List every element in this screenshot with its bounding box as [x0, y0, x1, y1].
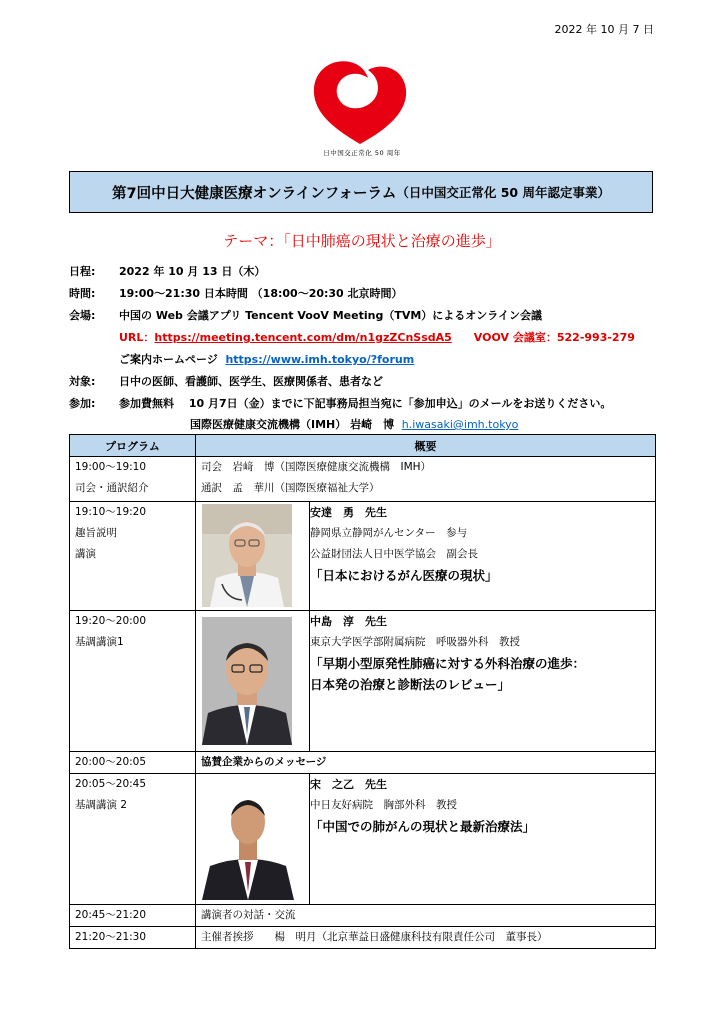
speaker-photo-song — [198, 780, 298, 900]
contact-email-link[interactable]: h.iwasaki@imh.tokyo — [401, 418, 519, 431]
row-item: 協賛企業からのメッセージ — [201, 756, 327, 768]
row-item: 基調講演1 — [75, 636, 124, 648]
target-line: 対象: 日中の医師、看護師、医学生、医療関係者、患者など — [69, 375, 383, 388]
row-time: 21:20～21:30 — [75, 931, 147, 943]
row-item: 講演 — [75, 548, 96, 560]
forum-subtitle: （日中国交正常化 50 周年認定事業） — [396, 185, 610, 200]
voov-room-id: VOOV 会議室：522-993-279 — [473, 331, 635, 344]
schedule-time-line: 時間: 19:00～21:30 日本時間 （18:00～20:30 北京時間） — [69, 287, 403, 300]
logo-caption: 日中国交正常化 50 周年 — [323, 149, 401, 157]
lecture-title: 日本発の治療と診断法のレビュー」 — [310, 677, 511, 692]
forum-theme: テーマ：「日中肺癌の現状と治療の進歩」 — [223, 232, 501, 250]
table-row — [70, 502, 656, 611]
row-item: 講演者の対話・交流 — [201, 909, 296, 921]
anniversary-heart-logo — [308, 56, 412, 146]
meeting-url-line: URL：https://meeting.tencent.com/dm/n1gzZCnSsdA5 VOOV 会議室：522-993-279 — [119, 331, 635, 344]
program-table — [69, 434, 656, 949]
lecture-title: 「中国での肺がんの現状と最新治療法」 — [310, 819, 536, 834]
row-time: 20:45～21:20 — [75, 909, 147, 921]
table-row — [70, 611, 656, 752]
row-time: 20:05～20:45 — [75, 778, 147, 790]
homepage-link[interactable]: https://www.imh.tokyo/?forum — [225, 353, 415, 366]
row-detail: 司会 岩﨑 博（国際医療健康交流機構 IMH） — [201, 461, 432, 473]
contact-line: 国際医療健康交流機構（IMH） 岩崎 博 h.iwasaki@imh.tokyo — [190, 418, 519, 431]
speaker-photo-nakajima — [202, 617, 292, 745]
table-header-row — [70, 435, 656, 457]
table-row — [70, 905, 656, 927]
table-row — [70, 457, 656, 502]
header-program: プログラム — [70, 435, 196, 457]
row-item: 司会・通訳紹介 — [75, 482, 149, 494]
speaker-name: 中島 淳 先生 — [310, 615, 387, 628]
speaker-affiliation: 東京大学医学部附属病院 呼吸器外科 教授 — [310, 636, 520, 648]
speaker-affiliation: 中日友好病院 胸部外科 教授 — [310, 799, 457, 811]
homepage-line: ご案内ホームページ https://www.imh.tokyo/?forum — [119, 353, 415, 366]
venue-line: 会場: 中国の Web 会議アプリ Tencent VooV Meeting（TVM）によるオンライン会議 — [69, 309, 542, 322]
header-summary: 概要 — [196, 435, 656, 457]
speaker-affiliation: 静岡県立静岡がんセンター 参与 — [310, 527, 468, 539]
meeting-url-link[interactable]: https://meeting.tencent.com/dm/n1gzZCnSsdA5 — [154, 331, 452, 344]
join-line: 参加: 参加費無料 10 月7日（金）までに下記事務局担当宛に「参加申込」のメールをお送りください。 — [69, 397, 612, 410]
row-item: 基調講演 2 — [75, 799, 128, 811]
table-row — [70, 927, 656, 949]
table-row — [70, 774, 656, 905]
table-row — [70, 752, 656, 774]
row-time: 19:00～19:10 — [75, 461, 147, 473]
row-time: 19:10～19:20 — [75, 506, 147, 518]
row-item: 主催者挨拶 楊 明月（北京華益日盛健康科技有限責任公司 董事長） — [201, 931, 548, 943]
speaker-name: 宋 之乙 先生 — [310, 778, 387, 791]
schedule-date-line: 日程: 2022 年 10 月 13 日（木） — [69, 265, 266, 278]
lecture-title: 「早期小型原発性肺癌に対する外科治療の進歩： — [310, 656, 586, 671]
row-time: 19:20～20:00 — [75, 615, 147, 627]
lecture-title: 「日本におけるがん医療の現状」 — [310, 568, 498, 583]
row-item: 趣旨説明 — [75, 527, 117, 539]
forum-title-box — [69, 171, 653, 213]
speaker-photo-adachi — [202, 504, 292, 607]
speaker-name: 安達 勇 先生 — [310, 506, 387, 519]
row-time: 20:00～20:05 — [75, 756, 147, 768]
row-detail: 通訳 孟 華川（国際医療福祉大学） — [201, 482, 380, 494]
forum-title: 第7回中日大健康医療オンラインフォーラム — [112, 185, 397, 202]
speaker-affiliation: 公益財団法人日中医学協会 副会長 — [310, 548, 478, 560]
document-date: 2022 年 10 月 7 日 — [554, 23, 654, 36]
